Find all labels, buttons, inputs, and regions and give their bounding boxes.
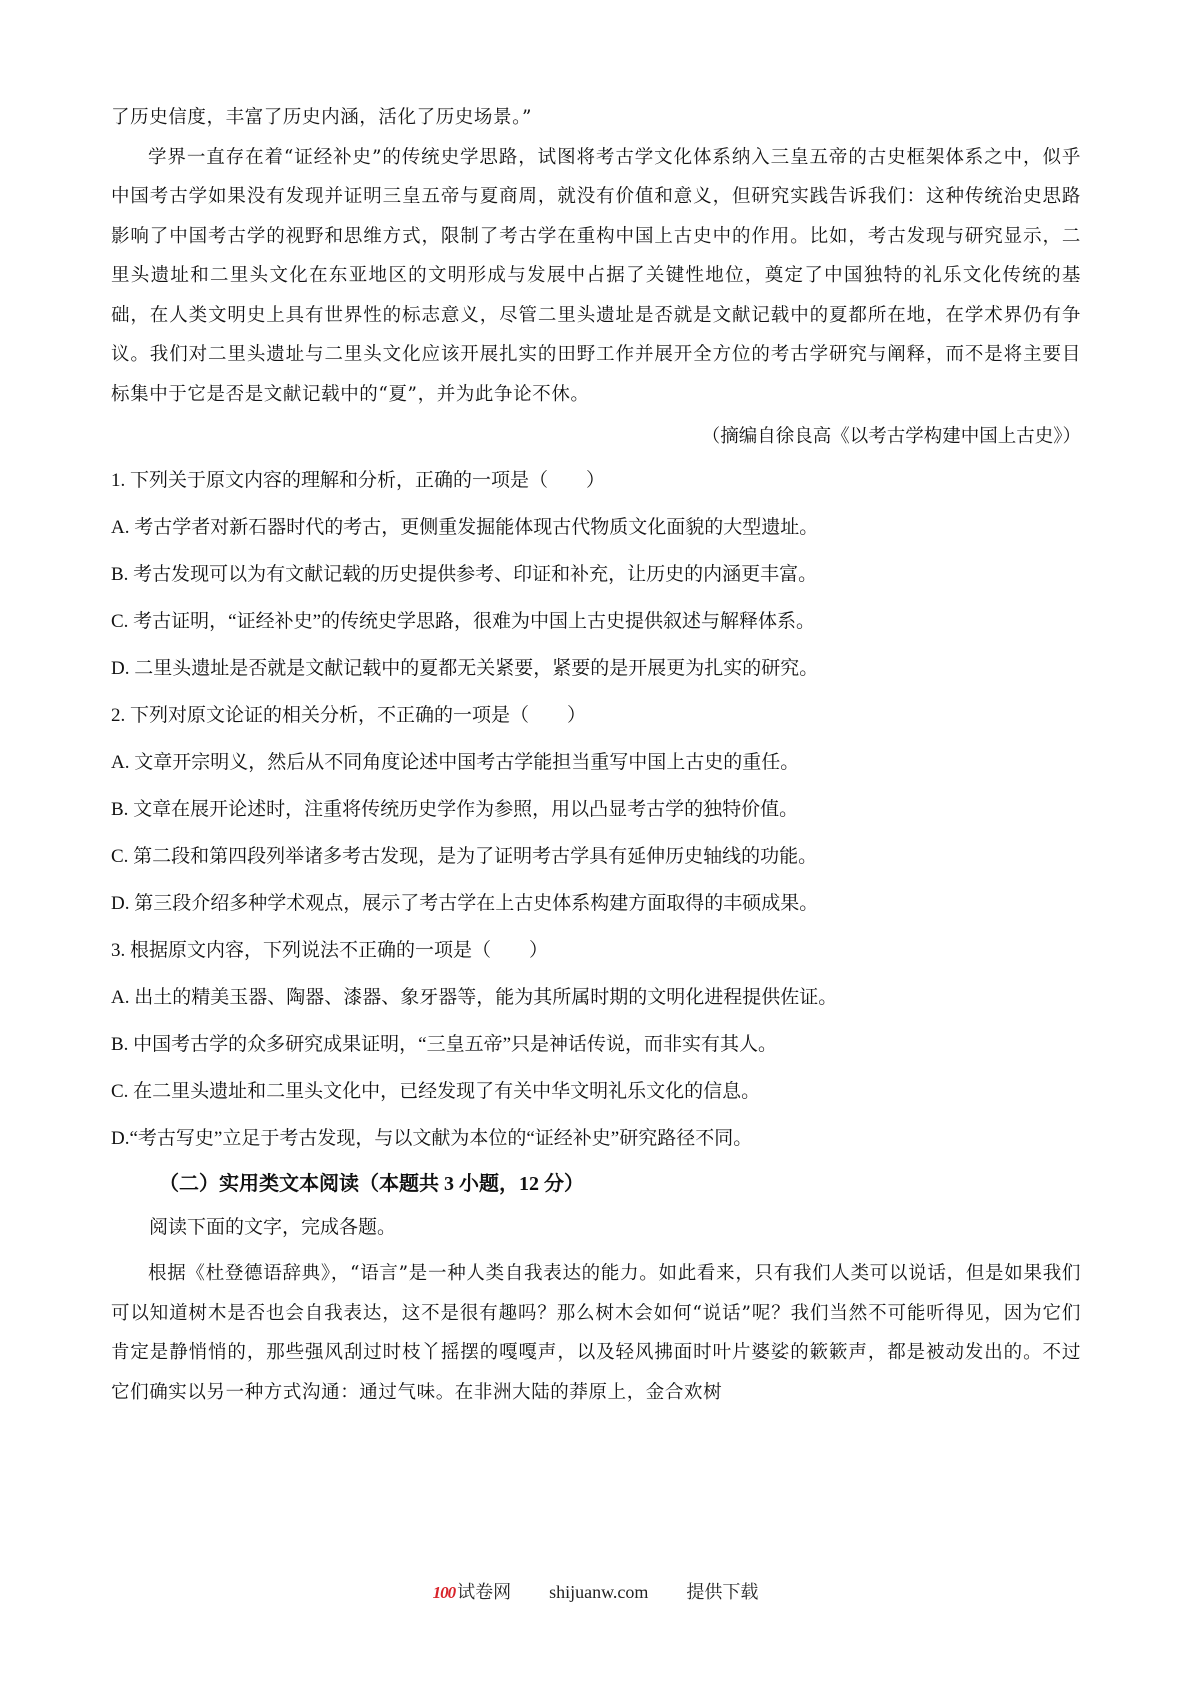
page-content [111,98,1081,1412]
passage-source: （摘编自徐良高《以考古学构建中国上古史》） [701,426,1081,447]
question-1-stem: 1. 下列关于原文内容的理解和分析，正确的一项是（ ） [111,470,606,491]
question-1-option-b: B. 考古发现可以为有文献记载的历史提供参考、印证和补充，让历史的内涵更丰富。 [111,564,818,585]
section-instruction: 阅读下面的文字，完成各题。 [149,1217,397,1238]
question-3-stem: 3. 根据原文内容，下列说法不正确的一项是（ ） [111,940,549,961]
question-3-option-b: B. 中国考古学的众多研究成果证明，“三皇五帝”只是神话传说，而非实有其人。 [111,1034,778,1055]
question-2 [111,692,1081,927]
question-3-option-c: C. 在二里头遗址和二里头文化中，已经发现了有关中华文明礼乐文化的信息。 [111,1081,761,1102]
question-1-option-d: D. 二里头遗址是否就是文献记载中的夏都无关紧要，紧要的是开展更为扎实的研究。 [111,658,819,679]
footer-note: 提供下载 [686,1582,759,1602]
section-passage-paragraph: 根据《杜登德语辞典》，“语言”是一种人类自我表达的能力。如此看来，只有我们人类可以说话，但是如果我们可以知道树木是否也会自我表达，这不是很有趣吗？那么树木会如何“说话”呢？我们当然不可能听得见，因为它们肯定是静悄悄的，那些强风刮过时枝丫摇摆的嘎嘎声，以及轻风拂面时叶片婆娑的簌簌声，都是被动发出的。不过它们确实以另一种方式沟通：通过气味。在非洲大陆的莽原上，金合欢树 [111,1263,1081,1403]
section-title: （二）实用类文本阅读（本题共 3 小题，12 分） [159,1173,584,1195]
question-2-option-a: A. 文章开宗明义，然后从不同角度论述中国考古学能担当重写中国上古史的重任。 [111,752,800,773]
question-3 [111,927,1081,1162]
passage-paragraph: 学界一直存在着“证经补史”的传统史学思路，试图将考古学文化体系纳入三皇五帝的古史框架体系之中，似乎中国考古学如果没有发现并证明三皇五帝与夏商周，就没有价值和意义，但研究实践告诉我们：这种传统治史思路影响了中国考古学的视野和思维方式，限制了考古学在重构中国上古史中的作用。比如，考古发现与研究显示，二里头遗址和二里头文化在东亚地区的文明形成与发展中占据了关键性地位，奠定了中国独特的礼乐文化传统的基础，在人类文明史上具有世界性的标志意义，尽管二里头遗址是否就是文献记载中的夏都所在地，在学术界仍有争议。我们对二里头遗址与二里头文化应该开展扎实的田野工作并展开全方位的考古学研究与阐释，而不是将主要目标集中于它是否是文献记载中的“夏”，并为此争论不休。 [111,146,1081,405]
question-3-option-a: A. 出土的精美玉器、陶器、漆器、象牙器等，能为其所属时期的文明化进程提供佐证。 [111,987,838,1008]
question-2-option-d: D. 第三段介绍多种学术观点，展示了考古学在上古史体系构建方面取得的丰硕成果。 [111,893,819,914]
question-1 [111,457,1081,692]
question-2-option-c: C. 第二段和第四段列举诸多考古发现，是为了证明考古学具有延伸历史轴线的功能。 [111,846,818,867]
passage-lead-line: 了历史信度，丰富了历史内涵，活化了历史场景。” [111,107,533,128]
question-1-option-c: C. 考古证明，“证经补史”的传统史学思路，很难为中国上古史提供叙述与解释体系。 [111,611,816,632]
site-logo-icon: 100 [432,1583,456,1602]
footer-site-name: 试卷网 [457,1582,512,1602]
page-footer [0,1578,1191,1604]
footer-domain[interactable]: shijuanw.com [549,1582,649,1602]
question-1-option-a: A. 考古学者对新石器时代的考古，更侧重发掘能体现古代物质文化面貌的大型遗址。 [111,517,819,538]
question-3-option-d: D.“考古写史”立足于考古发现，与以文献为本位的“证经补史”研究路径不同。 [111,1128,753,1149]
question-2-stem: 2. 下列对原文论证的相关分析，不正确的一项是（ ） [111,705,587,726]
question-2-option-b: B. 文章在展开论述时，注重将传统历史学作为参照，用以凸显考古学的独特价值。 [111,799,799,820]
